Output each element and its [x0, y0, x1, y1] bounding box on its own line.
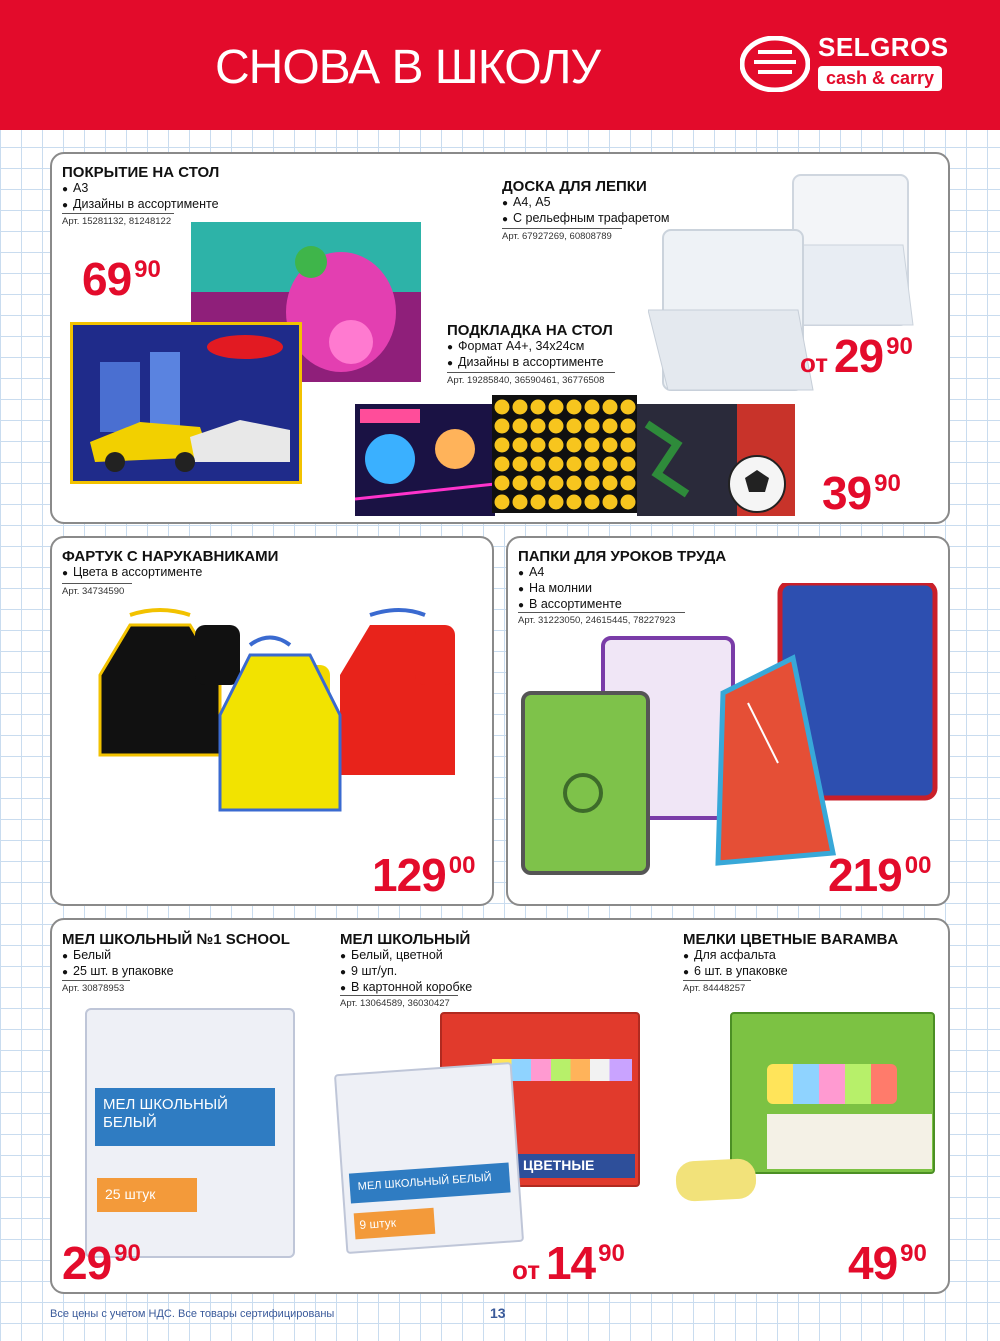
tablecover-bullet: ● А3	[62, 181, 219, 197]
emoji-face	[549, 400, 564, 415]
emoji-face	[513, 476, 528, 491]
chalk1-box-label: МЕЛ ШКОЛЬНЫЙ БЕЛЫЙ	[95, 1088, 275, 1146]
chalk2-bullet: ● В картонной коробке	[340, 980, 472, 996]
emoji-face	[531, 400, 546, 415]
tablecover-title: ПОКРЫТИЕ НА СТОЛ	[62, 164, 220, 181]
emoji-face	[549, 495, 564, 510]
hotwheels-cover-image	[70, 322, 302, 484]
emoji-face	[585, 419, 600, 434]
chalk2-box2-label: ЦВЕТНЫЕ	[517, 1154, 635, 1178]
chalk2-bullet: ● Белый, цветной	[340, 948, 472, 964]
emoji-face	[603, 495, 618, 510]
folders-bullet: ● А4	[518, 565, 622, 581]
chalk2-bullet: ● 9 шт/уп.	[340, 964, 472, 980]
deskpad-football-image	[637, 404, 795, 516]
crayons-art: Арт. 84448257	[683, 980, 751, 994]
chalk1-box-count: 25 штук	[97, 1178, 197, 1212]
price-cents: 00	[904, 852, 932, 879]
emoji-face	[495, 457, 510, 472]
tablecover-bullet: ● Дизайны в ассортименте	[62, 197, 219, 213]
folders-bullet: ● На молнии	[518, 581, 622, 597]
price-cents: 90	[886, 333, 913, 360]
chalk2-price	[512, 1237, 625, 1289]
emoji-face	[531, 457, 546, 472]
emoji-face	[621, 457, 636, 472]
modelboard-bullet: ● С рельефным трафаретом	[502, 211, 670, 227]
price-main: 219	[828, 849, 902, 901]
emoji-face	[513, 438, 528, 453]
emoji-face	[495, 438, 510, 453]
price-cents: 90	[874, 470, 901, 497]
modelboard-title: ДОСКА ДЛЯ ЛЕПКИ	[502, 178, 647, 195]
emoji-face	[513, 400, 528, 415]
chalk2-art: Арт. 13064589, 36030427	[340, 995, 458, 1009]
emoji-face	[549, 476, 564, 491]
folders-title: ПАПКИ ДЛЯ УРОКОВ ТРУДА	[518, 548, 727, 565]
deskpad-bullets	[447, 339, 604, 371]
logo-icon	[740, 36, 810, 92]
modelboard-bullets	[502, 195, 670, 227]
price-main: 129	[372, 849, 446, 901]
chalk1-bullet: ● Белый	[62, 948, 174, 964]
page-number: 13	[490, 1305, 506, 1321]
chalk1-art: Арт. 30878953	[62, 980, 130, 994]
chalk-sticks	[492, 1059, 632, 1081]
price-main: 29	[833, 330, 884, 382]
deskpad-title: ПОДКЛАДКА НА СТОЛ	[447, 322, 613, 339]
chalk2-bullets	[340, 948, 472, 996]
emoji-face	[567, 400, 582, 415]
emoji-face	[549, 419, 564, 434]
price-prefix: от	[512, 1255, 540, 1285]
apron-bullet: ● Цвета в ассортименте	[62, 565, 202, 581]
emoji-face	[585, 400, 600, 415]
folders-image	[518, 583, 943, 888]
price-main: 69	[82, 253, 132, 305]
emoji-face	[567, 476, 582, 491]
aprons-image	[70, 605, 480, 840]
crayon-stick-image	[675, 1158, 757, 1202]
modelboard-art: Арт. 67927269, 60808789	[502, 228, 622, 242]
chalk2-box-label: МЕЛ ШКОЛЬНЫЙ БЕЛЫЙ	[349, 1162, 511, 1203]
deskpad-emoji-image	[492, 395, 637, 513]
emoji-face	[603, 476, 618, 491]
header-banner	[0, 0, 1000, 130]
crayons-price	[848, 1237, 927, 1289]
emoji-face	[549, 457, 564, 472]
chalk1-bullets	[62, 948, 174, 980]
apron-price	[372, 849, 476, 901]
modelboard-price	[800, 330, 913, 382]
logo-tag: cash & carry	[818, 66, 942, 91]
chalk1-box-image	[85, 1008, 295, 1258]
deskpad-fixiki-image	[355, 404, 495, 516]
deskpad-bullet: ● Дизайны в ассортименте	[447, 355, 604, 371]
deskpad-price	[822, 467, 901, 519]
emoji-face	[531, 419, 546, 434]
deskpad-bullet: ● Формат А4+, 34х24см	[447, 339, 604, 355]
emoji-face	[603, 438, 618, 453]
price-cents: 90	[598, 1240, 625, 1267]
emoji-face	[513, 419, 528, 434]
emoji-face	[585, 438, 600, 453]
emoji-face	[531, 495, 546, 510]
emoji-face	[531, 476, 546, 491]
coloring-area	[767, 1114, 932, 1169]
crayons-title: МЕЛКИ ЦВЕТНЫЕ BARAMBA	[683, 931, 899, 948]
apron-title: ФАРТУК С НАРУКАВНИКАМИ	[62, 548, 279, 565]
price-prefix: от	[800, 348, 828, 378]
emoji-face	[549, 438, 564, 453]
logo-name: SELGROS	[818, 32, 949, 62]
tablecover-art: Арт. 15281132, 81248122	[62, 213, 174, 227]
chalk1-title: МЕЛ ШКОЛЬНЫЙ №1 SCHOOL	[62, 931, 290, 948]
crayon-sticks	[767, 1064, 897, 1104]
selgros-logo	[740, 30, 970, 100]
crayons-box-image	[730, 1012, 935, 1174]
emoji-face	[621, 400, 636, 415]
deskpad-art: Арт. 19285840, 36590461, 36776508	[447, 372, 615, 386]
emoji-face	[603, 457, 618, 472]
crayons-bullet: ● Для асфальта	[683, 948, 788, 964]
emoji-face	[585, 495, 600, 510]
price-main: 14	[545, 1237, 596, 1289]
emoji-face	[603, 419, 618, 434]
emoji-face	[513, 495, 528, 510]
modelboard-bullet: ● А4, А5	[502, 195, 670, 211]
emoji-face	[567, 438, 582, 453]
folders-price	[828, 849, 932, 901]
emoji-face	[603, 400, 618, 415]
apron-bullets	[62, 565, 202, 581]
price-main: 39	[822, 467, 872, 519]
emoji-face	[585, 476, 600, 491]
price-cents: 90	[114, 1240, 141, 1267]
chalk2-white-box-image	[334, 1062, 524, 1254]
emoji-face	[621, 495, 636, 510]
emoji-face	[621, 476, 636, 491]
emoji-face	[495, 495, 510, 510]
folders-art: Арт. 31223050, 24615445, 78227923	[518, 612, 685, 626]
chalk2-title: МЕЛ ШКОЛЬНЫЙ	[340, 931, 471, 948]
price-cents: 00	[448, 852, 476, 879]
footer-note: Все цены с учетом НДС. Все товары сертифицированы	[50, 1308, 335, 1320]
folders-bullet: ● В ассортименте	[518, 597, 622, 613]
emoji-face	[585, 457, 600, 472]
page-title: СНОВА В ШКОЛУ	[215, 41, 600, 94]
emoji-face	[513, 457, 528, 472]
tablecover-price	[82, 253, 161, 305]
emoji-face	[567, 419, 582, 434]
price-main: 29	[62, 1237, 112, 1289]
emoji-face	[531, 438, 546, 453]
price-cents: 90	[900, 1240, 927, 1267]
emoji-face	[495, 476, 510, 491]
emoji-face	[621, 419, 636, 434]
emoji-face	[567, 495, 582, 510]
chalk1-bullet: ● 25 шт. в упаковке	[62, 964, 174, 980]
apron-art: Арт. 34734590	[62, 583, 132, 597]
emoji-face	[567, 457, 582, 472]
crayons-bullet: ● 6 шт. в упаковке	[683, 964, 788, 980]
emoji-face	[495, 419, 510, 434]
price-cents: 90	[134, 256, 161, 283]
emoji-face	[495, 400, 510, 415]
crayons-bullets	[683, 948, 788, 980]
tablecover-bullets	[62, 181, 219, 213]
price-main: 49	[848, 1237, 898, 1289]
chalk2-box-count: 9 штук	[354, 1208, 436, 1240]
emoji-face	[621, 438, 636, 453]
chalk1-price	[62, 1237, 141, 1289]
